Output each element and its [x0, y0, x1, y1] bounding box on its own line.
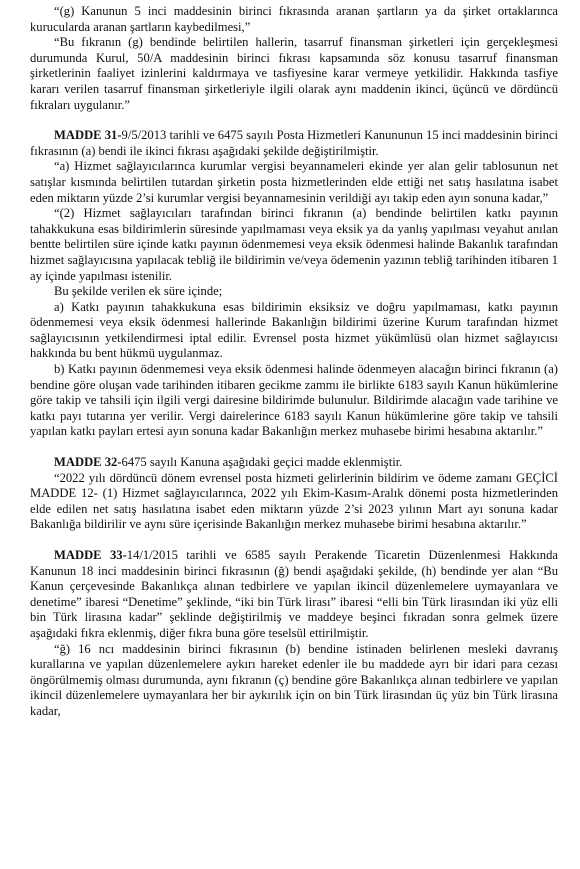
- paragraph-31-item-a: a) Katkı payının tahakkukuna esas bildirimin eksiksiz ve doğru yapılmaması, katkı payının ödenmemesi veya eksik ödenmesi hallerinde Bakanlığın bildirimi üzerine Kurum tarafından hizmet sağlayıcısının yetkilendirmesi iptal edilir. Evrensel posta hizmet yükümlüsü olan hizmet sağlayıcısı hakkında bu bent hükmü uygulanmaz.: [30, 299, 558, 361]
- paragraph-31-a: “a) Hizmet sağlayıcılarınca kurumlar vergisi beyannameleri ekinde yer alan gelir tablosunun net satışlar kısmında belirtilen tutardan şirketin posta hizmetlerinden elde ettiği net satış hasılatına isabet eden miktarın yüzde 2’si kurumlar vergisi beyannamesinin verildiği ayı takip eden ayın sonuna kadar,”: [30, 159, 558, 205]
- article-text: 14/1/2015 tarihli ve 6585 sayılı Perakende Ticaretin Düzenlenmesi Hakkında Kanunun 18 inci maddesinin birinci fıkrasının (ğ) bendi aşağıdaki şekilde, (h) bendinde yer alan “Bu Kanun çerçevesinde Bakanlıkça alınan tedbirlere ve yapılan ikincil düzenlemelere uymayanlara ve denetime” ibaresi “Denetime” şeklinde, “iki bin Türk lirası” ibaresi “elli bin Türk lirasından iki yüz elli bin Türk lirasına kadar” şeklinde değiştirilmiş ve maddeye beşinci fıkradan sonra gelmek üzere aşağıdaki fıkra eklenmiş, diğer fıkra buna göre teselsül ettirilmiştir.: [30, 548, 558, 640]
- article-text: 9/5/2013 tarihli ve 6475 sayılı Posta Hizmetleri Kanununun 15 inci maddesinin birinci fıkrasının (a) bendi ile ikinci fıkrası aşağıdaki şekilde değiştirilmiştir.: [30, 128, 558, 158]
- paragraph-32-gecici-madde: “2022 yılı dördüncü dönem evrensel posta hizmeti gelirlerinin bildirim ve ödeme zamanı GEÇİCİ MADDE 12- (1) Hizmet sağlayıcılarınca, 2022 yılı Ekim-Kasım-Aralık dönemi posta hizmetlerinden elde edilen net satış hasılatına isabet eden miktarın yüzde 2’si 2023 yılının Mart ayı sonuna kadar Bakanlığa bildirilir ve aynı süre içerisinde Bakanlığın merkez muhasebe birimi hesabına aktarılır.”: [30, 470, 558, 532]
- section-gap: [30, 440, 558, 455]
- paragraph-31-item-b: b) Katkı payının ödenmemesi veya eksik ödenmesi halinde ödenmeyen alacağın birinci fıkranın (a) bendine göre oluşan vade tarihinden itibaren gecikme zammı ile birlikte 6183 sayılı Kanun hükümlerine göre takip ve tahsili için ilgili vergi dairesine bildirimde bulunulur. Bildirimde alacağın vade tarihine ve katkı payı tutarına yer verilir. Vergi dairelerince 6183 sayılı Kanun hükümlerine göre takip ve tahsili yapılan katkı payları ertesi ayın sonuna kadar Bakanlığın merkez muhasebe birimi hesabına aktarılır.”: [30, 362, 558, 439]
- article-text: 6475 sayılı Kanuna aşağıdaki geçici madde eklenmiştir.: [121, 455, 403, 470]
- article-32: [30, 455, 558, 471]
- article-33: [30, 548, 558, 642]
- paragraph-amendment-g: “(g) Kanunun 5 inci maddesinin birinci fıkrasında aranan şartların ya da şirket ortaklarınca kurucularda aranan şartların kaybedilmesi,”: [30, 4, 558, 34]
- paragraph-amendment-g-clause: “Bu fıkranın (g) bendinde belirtilen hallerin, tasarruf finansman şirketleri için gerçekleşmesi durumunda Kurul, 50/A maddesinin birinci fıkrası kapsamında söz konusu tasarruf finansman şirketlerinin faaliyet izinlerini kaldırmaya ve tasfiyesine karar vermeye yetkilidir. Hakkında tasfiye kararı verilen tasarruf finansman şirketleriyle ilgili olarak aynı maddenin ikinci, üçüncü ve dördüncü fıkraları uygulanır.”: [30, 35, 558, 112]
- section-gap: [30, 533, 558, 548]
- article-heading: MADDE 33-: [54, 548, 127, 562]
- section-gap: [30, 113, 558, 128]
- article-31: [30, 128, 558, 159]
- article-heading: MADDE 31-: [54, 128, 122, 143]
- paragraph-31-ek-sure: Bu şekilde verilen ek süre içinde;: [54, 284, 223, 299]
- paragraph-31-2: “(2) Hizmet sağlayıcıları tarafından birinci fıkranın (a) bendinde belirtilen katkı payının tahakkukuna esas bildirimlerin süresinde yapılmaması veya eksik ya da yanlış yapılması veyahut anılan bentte belirtilen süre içinde katkı payının ödenmemesi veya eksik ödenmesi halinde Bakanlık tarafından hizmet sağlayıcısına yapılacak tebliğ ile bildirimin ve/veya ödemenin yazının tebliğ tarihinden itibaren 1 ay içinde yapılması istenilir.: [30, 206, 558, 283]
- paragraph-33-g: “ğ) 16 ncı maddesinin birinci fıkrasının (b) bendine istinaden belirlenen mesleki davranış kurallarına ve yapılan düzenlemelere aykırı hareket edenler ile bu maddede ayrı bir idari para cezası öngörülmemiş olması durumunda, aynı fıkranın (ç) bendine göre Bakanlıkça alınan tedbirlere ve yapılan ikincil düzenlemelere uymayanlara her bir aykırılık için on bin Türk lirasından üç yüz bin Türk lirasına kadar,: [30, 641, 558, 718]
- article-heading: MADDE 32-: [54, 455, 122, 470]
- document-page: [30, 4, 558, 720]
